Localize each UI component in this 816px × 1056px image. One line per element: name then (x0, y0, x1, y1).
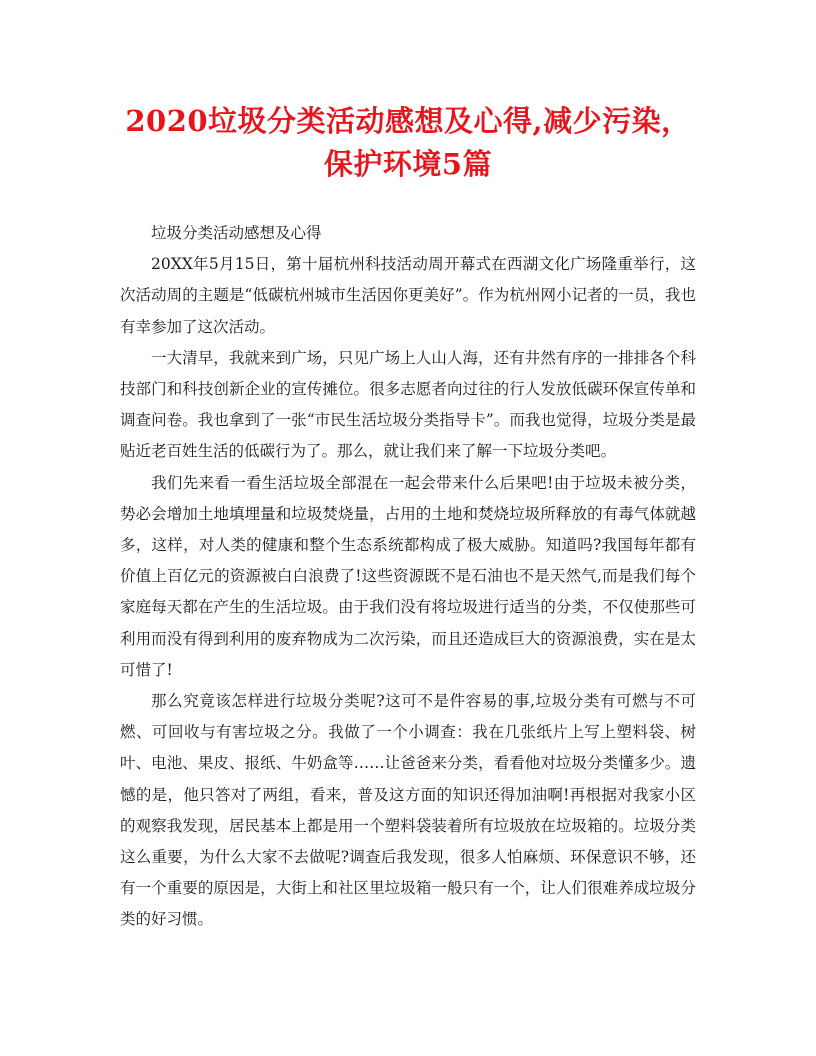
document-body (120, 218, 696, 936)
paragraph: 我们先来看一看生活垃圾全部混在一起会带来什么后果吧!由于垃圾未被分类，势必会增加土地填埋量和垃圾焚烧量，占用的土地和焚烧垃圾所释放的有毒气体就越多，这样，对人类的健康和整个生态系统都构成了极大威胁。知道吗?我国每年都有价值上百亿元的资源被白白浪费了!这些资源既不是石油也不是天然气,而是我们每个家庭每天都在产生的生活垃圾。由于我们没有将垃圾进行适当的分类，不仅使那些可利用而没有得到利用的废弃物成为二次污染，而且还造成巨大的资源浪费，实在是太可惜了! (120, 473, 696, 679)
paragraph: 那么究竟该怎样进行垃圾分类呢?这可不是件容易的事,垃圾分类有可燃与不可燃、可回收与有害垃圾之分。我做了一个小调查：我在几张纸片上写上塑料袋、树叶、电池、果皮、报纸、牛奶盒等……让爸爸来分类，看看他对垃圾分类懂多少。遗憾的是，他只答对了两组，看来，普及这方面的知识还得加油啊!再根据对我家小区的观察我发现，居民基本上都是用一个塑料袋装着所有垃圾放在垃圾箱的。垃圾分类这么重要，为什么大家不去做呢?调查后我发现，很多人怕麻烦、环保意识不够，还有一个重要的原因是，大街上和社区里垃圾箱一般只有一个，让人们很难养成垃圾分类的好习惯。 (120, 692, 696, 929)
paragraph: 20XX年5月15日，第十届杭州科技活动周开幕式在西湖文化广场隆重举行，这次活动周的主题是“低碳杭州城市生活因你更美好”。作为杭州网小记者的一员，我也有幸参加了这次活动。 (120, 255, 696, 336)
document-title-line-2: 保护环境5篇 (323, 147, 493, 181)
document-title-line-1: 2020垃圾分类活动感想及心得,减少污染， (125, 104, 691, 138)
paragraph-subheading: 垃圾分类活动感想及心得 (151, 224, 322, 242)
paragraph: 一大清早，我就来到广场，只见广场上人山人海，还有井然有序的一排排各个科技部门和科技创新企业的宣传摊位。很多志愿者向过往的行人发放低碳环保宣传单和调查问卷。我也拿到了一张“市民生活垃圾分类指导卡”。而我也觉得，垃圾分类是最贴近老百姓生活的低碳行为了。那么，就让我们来了解一下垃圾分类吧。 (120, 348, 696, 461)
